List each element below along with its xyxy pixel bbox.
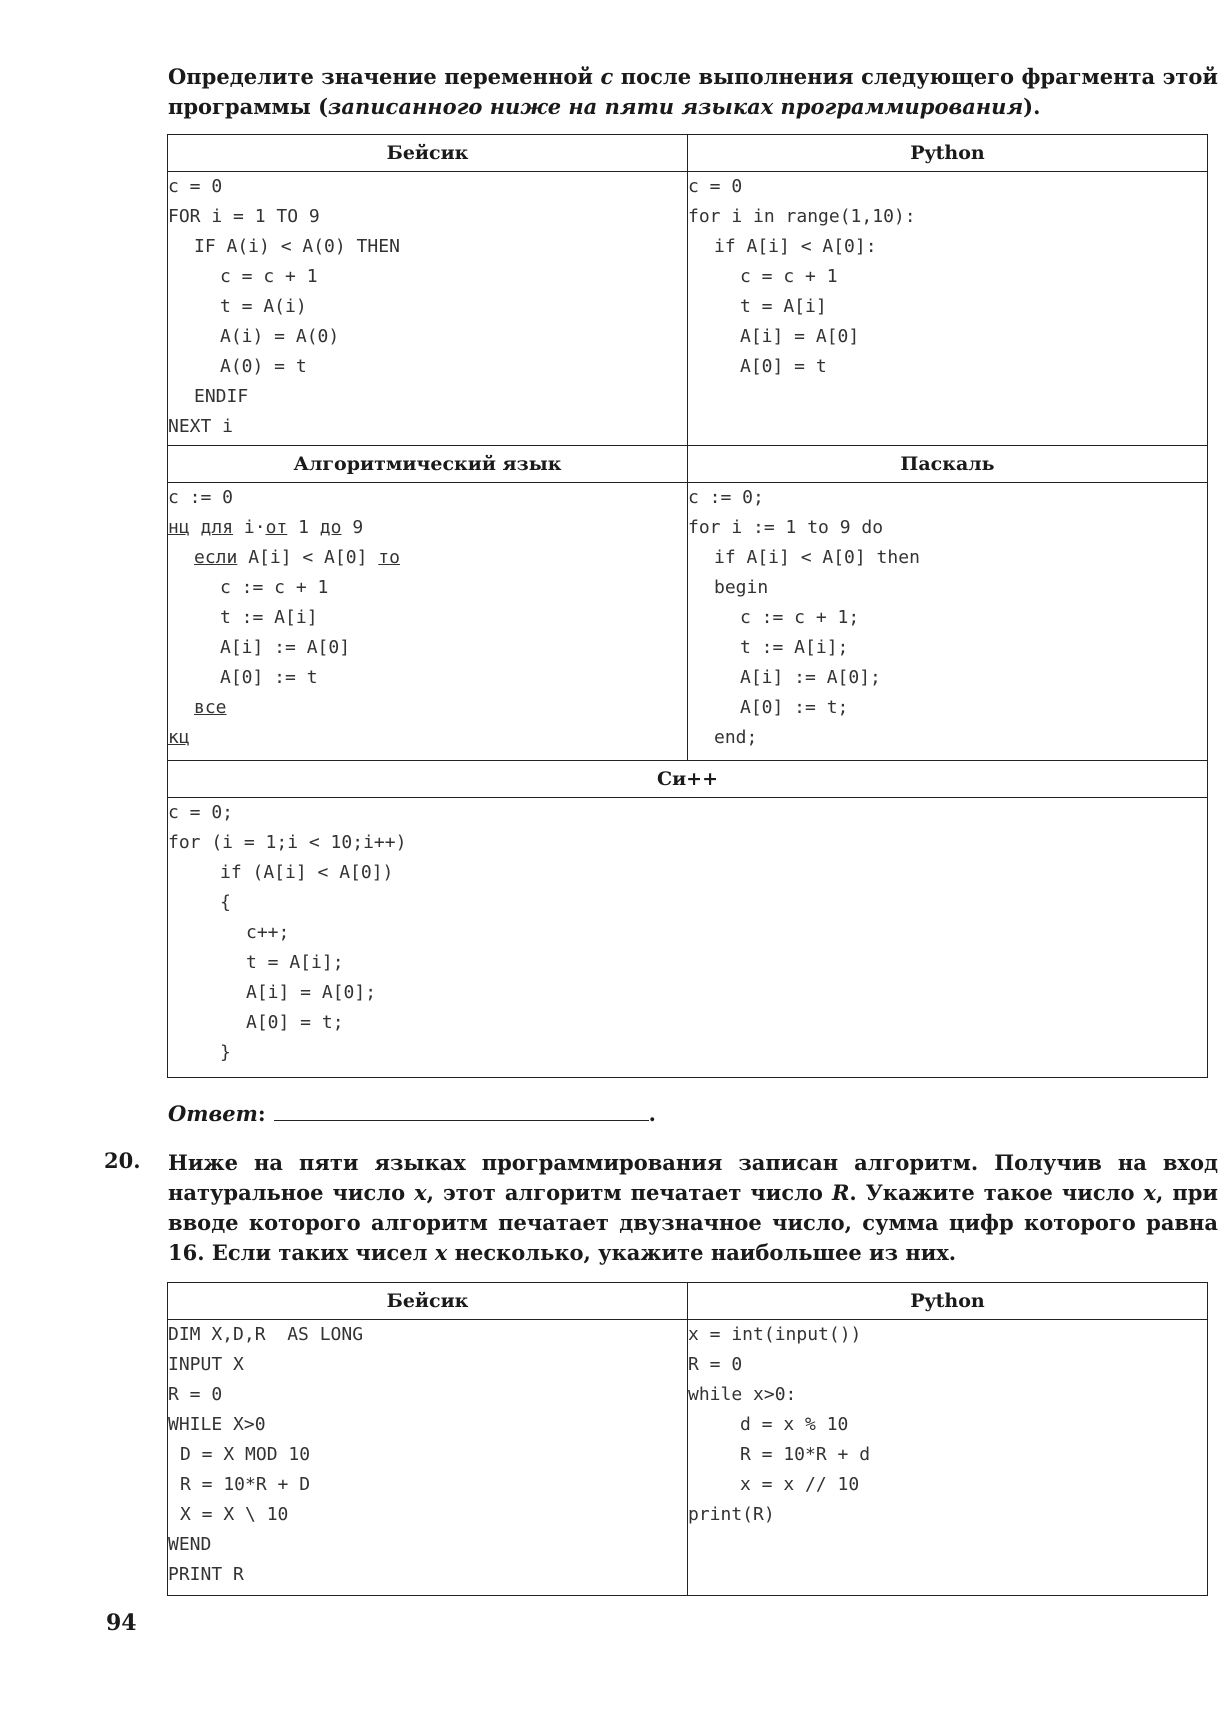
- loop-from: 1: [298, 517, 309, 538]
- algo-code: [168, 483, 688, 761]
- code-line: D = X MOD 10: [180, 1444, 311, 1465]
- code-line: IF A(i) < A(0) THEN: [194, 236, 400, 257]
- code-line: begin: [714, 577, 769, 598]
- task-var-x: x: [414, 1180, 427, 1205]
- keyword: нц: [168, 517, 190, 538]
- code-line: c = c + 1: [220, 266, 318, 287]
- task-number: 20.: [104, 1148, 141, 1173]
- basic-code: [168, 172, 688, 446]
- task-text-part: , этот алгоритм печатает число: [426, 1180, 823, 1205]
- code-line: A[i] := A[0];: [740, 667, 881, 688]
- code-line: A[0] := t: [220, 667, 318, 688]
- loop-var: i: [243, 517, 255, 538]
- code-line: d = x % 10: [740, 1414, 849, 1435]
- code-line: нц для i·от 1 до 9: [168, 517, 364, 538]
- intro-rest: после выполнения следующего фрагмента этой программы: [168, 64, 1219, 119]
- code-line: FOR i = 1 TO 9: [168, 206, 320, 227]
- intro-paren-italic: записанного ниже на пяти языках программирования: [328, 94, 1024, 119]
- keyword: от: [265, 517, 288, 538]
- code-line: ENDIF: [194, 386, 249, 407]
- keyword: кц: [168, 727, 190, 748]
- code-line: A[i] = A[0];: [246, 982, 377, 1003]
- intro-var: c: [600, 64, 614, 89]
- code-line: c := c + 1: [220, 577, 329, 598]
- header-algo: Алгоритмический язык: [168, 446, 688, 483]
- task-var-x: x: [1143, 1180, 1157, 1205]
- task-text-part: несколько, укажите наибольшее из них.: [454, 1240, 957, 1265]
- code-line: A[i] = A[0]: [740, 326, 860, 347]
- header-python: Python: [688, 1283, 1208, 1320]
- code-line: R = 10*R + d: [740, 1444, 871, 1465]
- code-line: NEXT i: [168, 416, 234, 437]
- code-line: t := A[i];: [740, 637, 849, 658]
- code-line: t = A[i]: [740, 296, 827, 317]
- keyword: все: [194, 697, 227, 718]
- answer-colon: :: [257, 1101, 266, 1126]
- code-line: end;: [714, 727, 758, 748]
- code-line: A[0] = t: [740, 356, 827, 377]
- answer-line: [168, 1100, 656, 1126]
- pascal-code: [688, 483, 1208, 761]
- code-line: c := c + 1;: [740, 607, 860, 628]
- code-line: c = 0: [688, 176, 743, 197]
- code-table-2: [167, 1282, 1208, 1596]
- keyword: если: [194, 547, 238, 568]
- code-line: c := 0;: [688, 487, 764, 508]
- code-line: if A[i] < A[0] then: [714, 547, 920, 568]
- task-text-part: Ниже на пяти языках программирования записан алгоритм. Получив на вход натуральное число: [168, 1150, 1218, 1205]
- code-line: {: [220, 892, 231, 913]
- python-code: [688, 172, 1208, 446]
- code-line: print(R): [688, 1504, 775, 1525]
- code-line: for i := 1 to 9 do: [688, 517, 884, 538]
- task-var-r: R: [831, 1180, 850, 1205]
- header-basic: Бейсик: [168, 135, 688, 172]
- code-line: [168, 723, 687, 753]
- code-line: PRINT R: [168, 1564, 244, 1585]
- code-line: DIM X,D,R AS LONG: [168, 1324, 364, 1345]
- task-20-text: [168, 1148, 1218, 1268]
- code-line: x = x // 10: [740, 1474, 860, 1495]
- code-line: t = A(i): [220, 296, 307, 317]
- code-line: X = X \ 10: [180, 1504, 289, 1525]
- basic-code: [168, 1320, 688, 1596]
- intro-main: Определите значение переменной: [168, 64, 593, 89]
- code-line: }: [220, 1042, 231, 1063]
- code-line: while x>0:: [688, 1384, 797, 1405]
- code-line: INPUT X: [168, 1354, 244, 1375]
- code-line: [168, 693, 687, 723]
- task-text-part: , при вводе которого алгоритм печатает двузначное число, сумма цифр которого равна 16. Если таких чисел: [168, 1180, 1218, 1265]
- code-line: t = A[i];: [246, 952, 344, 973]
- code-line: c := 0: [168, 487, 234, 508]
- keyword: для: [200, 517, 234, 538]
- code-line: for (i = 1;i < 10;i++): [168, 832, 407, 853]
- code-line: if (A[i] < A[0]): [220, 862, 394, 883]
- answer-input[interactable]: [274, 1100, 649, 1121]
- code-line: A[i] := A[0]: [220, 637, 351, 658]
- code-line: A(i) = A(0): [220, 326, 340, 347]
- answer-label: Ответ: [168, 1101, 258, 1126]
- code-line: c++;: [246, 922, 290, 943]
- code-line: R = 10*R + D: [180, 1474, 311, 1495]
- keyword: то: [378, 547, 400, 568]
- code-line: t := A[i]: [220, 607, 318, 628]
- code-line: c = c + 1: [740, 266, 838, 287]
- code-line: A[0] = t;: [246, 1012, 344, 1033]
- code-line: [168, 543, 687, 573]
- keyword: до: [319, 517, 342, 538]
- code-line: WEND: [168, 1534, 212, 1555]
- code-line: for i in range(1,10):: [688, 206, 916, 227]
- header-python: Python: [688, 135, 1208, 172]
- condition: A[i] < A[0]: [248, 547, 368, 568]
- page-number: 94: [106, 1610, 137, 1636]
- code-line: if A[i] < A[0]:: [714, 236, 877, 257]
- task-var-x: x: [434, 1240, 448, 1265]
- cpp-code: [168, 798, 1208, 1078]
- code-line: c = 0: [168, 176, 223, 197]
- code-line: WHILE X>0: [168, 1414, 266, 1435]
- task-text-part: . Укажите такое число: [849, 1180, 1135, 1205]
- answer-end: .: [648, 1101, 656, 1126]
- header-basic: Бейсик: [168, 1283, 688, 1320]
- code-table-1: [167, 134, 1208, 1078]
- header-pascal: Паскаль: [688, 446, 1208, 483]
- header-cpp: Си++: [168, 761, 1208, 798]
- code-line: A[0] := t;: [740, 697, 849, 718]
- code-line: c = 0;: [168, 802, 234, 823]
- code-line: A(0) = t: [220, 356, 307, 377]
- code-line: R = 0: [168, 1384, 223, 1405]
- code-line: R = 0: [688, 1354, 743, 1375]
- intro-paragraph: [168, 62, 1218, 122]
- code-line: x = int(input()): [688, 1324, 862, 1345]
- intro-paren-open: (: [318, 94, 329, 119]
- python-code: [688, 1320, 1208, 1596]
- loop-to: 9: [352, 517, 364, 538]
- intro-paren-close: ).: [1023, 94, 1041, 119]
